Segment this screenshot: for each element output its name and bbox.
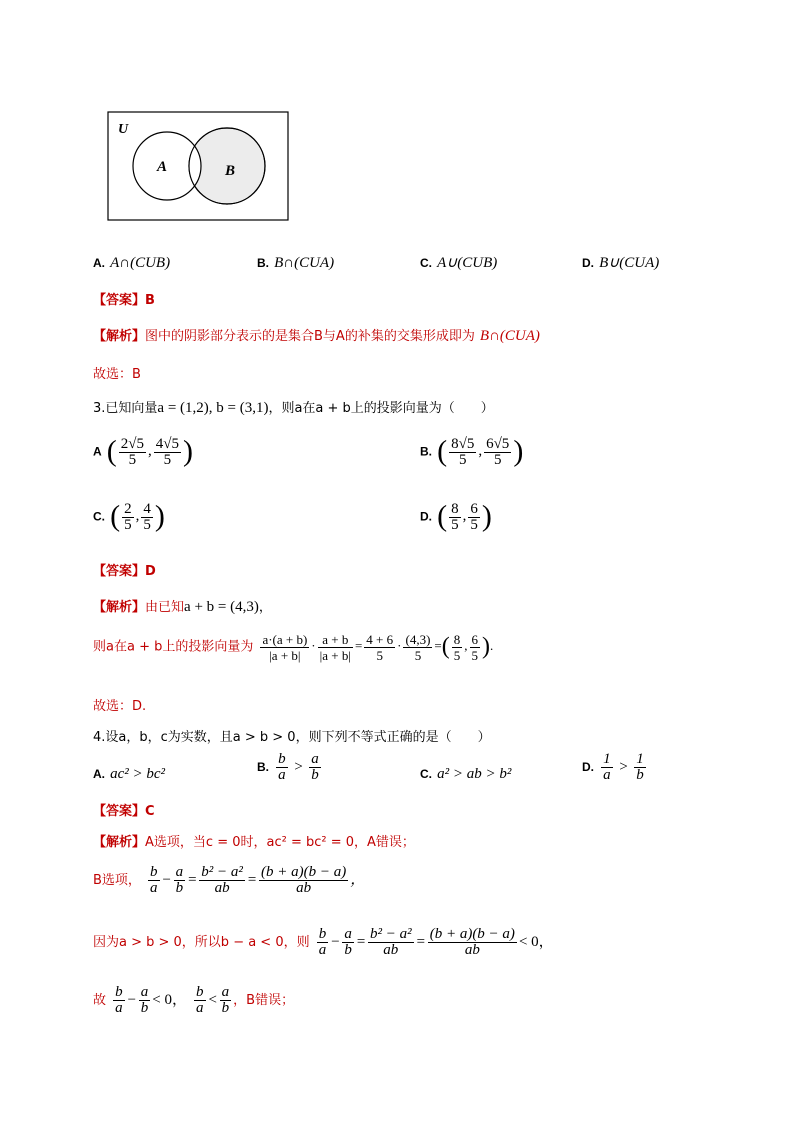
venn-diagram (107, 111, 289, 221)
q2-analysis: 【解析】图中的阴影部分表示的是集合B与A的补集的交集形成即为 B∩(CUA) (93, 328, 540, 344)
q3-answer: 【答案】D (93, 564, 156, 579)
q2-option-b: B. B∩(CUA) (257, 255, 335, 271)
venn-b-label: B (225, 163, 236, 179)
q3-option-b: B. ( $\frac{8√5}{5}$ , $\frac{6√5}{5}$ ) (420, 435, 524, 468)
q4-stem: 4.设a，b，c为实数，且a > b > 0，则下列不等式正确的是（ ） (93, 730, 491, 745)
q2-option-d-expr: B∪(CUA) (599, 255, 660, 271)
q4-analysis-line1: 【解析】A选项，当c = 0时，ac² = bc² = 0，A错误； (93, 835, 415, 850)
q2-option-a-expr: A∩(CUB) (110, 255, 171, 271)
venn-a-label: A (157, 159, 168, 175)
q4-answer: 【答案】C (93, 804, 155, 819)
q3-stem: 3.已知向量a = (1,2), b = (3,1)，则a在a + b上的投影向量为（ ） (93, 400, 494, 416)
q2-option-c-expr: A∪(CUB) (437, 255, 498, 271)
q2-choose: 故选：B (93, 367, 141, 382)
q4-option-a: A. ac² > bc² (93, 766, 166, 782)
q2-option-b-expr: B∩(CUA) (274, 255, 335, 271)
q4-analysis-line3: 因为a > b > 0，所以b − a < 0，则 $\frac{b}{a}$ − $\frac{a}{b}$ = $\frac{\text{b² − a²}}{ab}$ = $\frac{(b + a)(b - a)}{ab}$ < 0， (93, 926, 554, 958)
q4-option-d: D. $\frac{1}{a}$ > $\frac{1}{b}$ (582, 751, 644, 783)
q4-analysis-line4: 故 $\frac{b}{a}$ − $\frac{a}{b}$ < 0， $\frac{b}{a}$ < $\frac{a}{b}$ ，B错误； (93, 984, 295, 1016)
q2-option-d: D. B∪(CUA) (582, 255, 660, 271)
venn-u-label: U (118, 122, 129, 137)
q3-option-d: D. ( $\frac{8}{5}$ , $\frac{6}{5}$ ) (420, 500, 492, 533)
q3-analysis-line2: 则a在a + b上的投影向量为 $\frac{a\cdot(a + b)}{|a + b|}$ · $\frac{a + b}{|a + b|}$ = $\frac{4 + 6}{5}$ · $\frac{(4,3)}{5}$ =( $\frac{8}{5}$ , $\frac{6}{5}$ ). (93, 632, 494, 663)
q4-option-c: C. a² > ab > b² (420, 766, 512, 782)
q3-analysis-line1: 【解析】由已知a + b = (4,3)， (93, 599, 272, 615)
q3-option-a: A ( $\frac{2√5}{5}$ , $\frac{4√5}{5}$ ) (93, 435, 193, 468)
q3-choose: 故选：D. (93, 699, 147, 714)
q2-option-a: A. A∩(CUB) (93, 255, 171, 271)
q3-option-c: C. ( $\frac{2}{5}$ , $\frac{4}{5}$ ) (93, 500, 165, 533)
q4-analysis-line2: B选项， $\frac{b}{a}$ − $\frac{a}{b}$ = $\frac{\text{b² − a²}}{ab}$ = $\frac{(b + a)(b - a)}{ab}$ ， (93, 864, 366, 896)
q4-option-b: B. $\frac{b}{a}$ > $\frac{a}{b}$ (257, 751, 319, 783)
q2-answer: 【答案】B (93, 293, 155, 308)
q2-option-c: C. A∪(CUB) (420, 255, 498, 271)
